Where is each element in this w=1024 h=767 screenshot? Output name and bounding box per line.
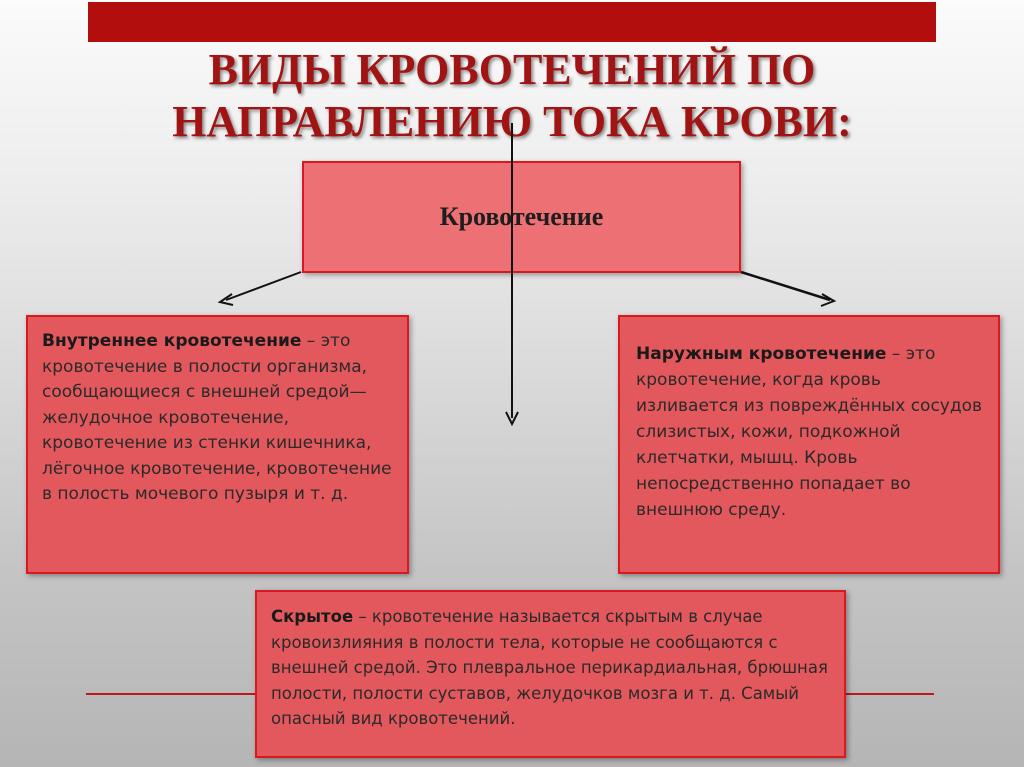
- root-node-label: Кровотечение: [439, 202, 604, 231]
- hidden-bleeding-term: Скрытое: [271, 607, 354, 626]
- internal-bleeding-term: Внутреннее кровотечение: [42, 331, 302, 351]
- external-bleeding-term: Наружным кровотечение: [636, 344, 887, 364]
- external-bleeding-description: – это кровотечение, когда кровь изливается из повреждённых сосудов слизистых, кожи, подкожной клетчатки, мышц. Кровь непосредственно попадает во внешнюю среду.: [636, 344, 983, 520]
- hidden-bleeding-box: [255, 590, 846, 758]
- right-arrow-line: [741, 272, 830, 300]
- external-bleeding-box: [618, 315, 1000, 574]
- title-line-1: ВИДЫ КРОВОТЕЧЕНИЙ ПО: [208, 45, 816, 94]
- internal-bleeding-description: – это кровотечение в полости организма, сообщающиеся с внешней средой— желудочное кровотечение, кровотечение из стенки кишечника, лёгочное кровотечение, кровотечение в полость мочевого пузыря и т. д.: [42, 331, 392, 504]
- internal-bleeding-box: [26, 315, 409, 574]
- hidden-bleeding-description: – кровотечение называется скрытым в случае кровоизлияния в полости тела, которые не сообщаются с внешней средой. Это плевральное перикардиальная, брюшная полости, полости суставов, желудочков мозга и т. д. Самый опасный вид кровотечений.: [271, 607, 828, 728]
- title-line-2: НАПРАВЛЕНИЮ ТОКА КРОВИ:: [172, 97, 852, 146]
- left-arrow-line: [226, 272, 301, 300]
